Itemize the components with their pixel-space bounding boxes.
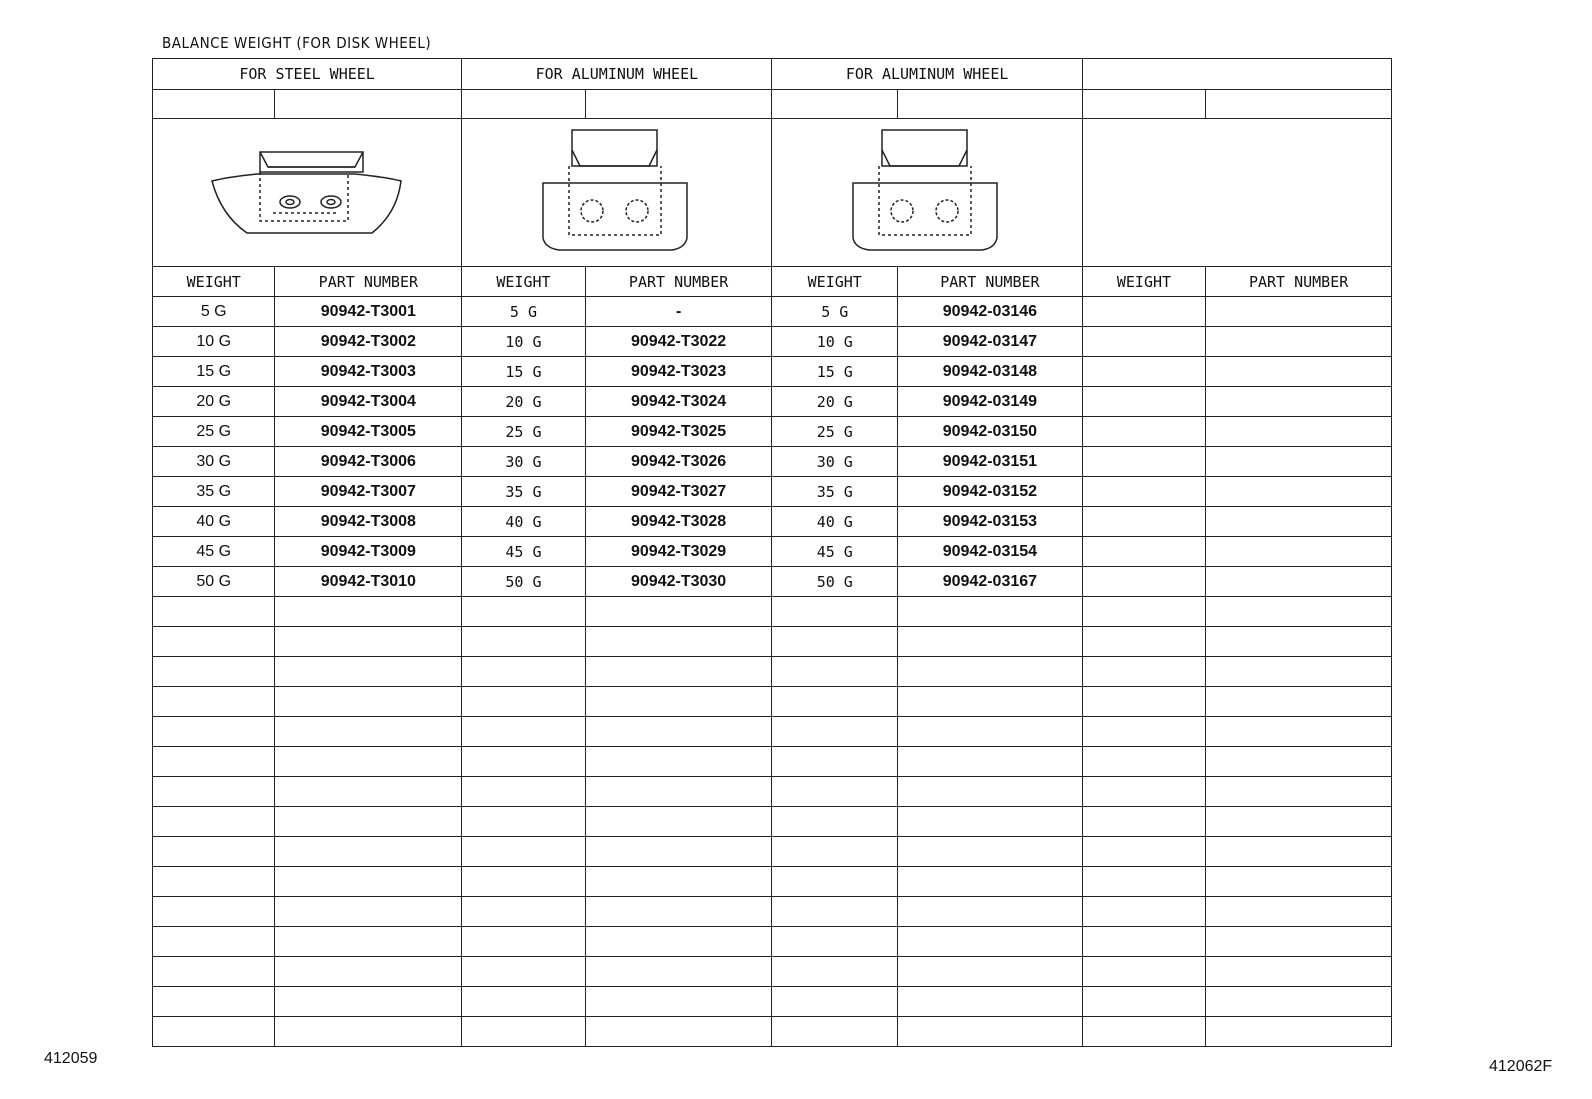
blank-cell xyxy=(898,1017,1083,1047)
blank-cell xyxy=(898,777,1083,807)
blank-cell xyxy=(1206,957,1392,987)
blank-cell xyxy=(1206,297,1392,327)
table-row xyxy=(153,387,1392,417)
blank-cell xyxy=(1206,387,1392,417)
blank-cell xyxy=(275,1017,462,1047)
blank-cell xyxy=(1082,357,1205,387)
alu1-weight-cell: 20 G xyxy=(462,387,585,417)
blank-cell xyxy=(275,807,462,837)
blank-cell xyxy=(153,90,275,119)
blank-cell xyxy=(585,777,772,807)
blank-cell xyxy=(153,837,275,867)
blank-cell xyxy=(462,837,585,867)
blank-cell xyxy=(585,867,772,897)
blank-cell xyxy=(1206,687,1392,717)
balance-weight-table xyxy=(152,58,1392,1047)
blank-cell xyxy=(462,627,585,657)
blank-cell xyxy=(1206,507,1392,537)
blank-cell xyxy=(153,657,275,687)
blank-cell xyxy=(1206,897,1392,927)
empty-row xyxy=(153,867,1392,897)
blank-cell xyxy=(1206,597,1392,627)
table-row xyxy=(153,327,1392,357)
blank-cell xyxy=(898,597,1083,627)
steel-part-number-cell: 90942-T3001 xyxy=(275,297,462,327)
table-row xyxy=(153,477,1392,507)
blank-cell xyxy=(585,747,772,777)
blank-cell xyxy=(153,987,275,1017)
alu2-part-number-cell: 90942-03153 xyxy=(898,507,1083,537)
group-header-aluminum-2: FOR ALUMINUM WHEEL xyxy=(772,59,1082,90)
blank-cell xyxy=(585,657,772,687)
steel-weight-cell: 15 G xyxy=(153,357,275,387)
blank-cell xyxy=(1082,777,1205,807)
blank-cell xyxy=(898,90,1083,119)
blank-cell xyxy=(772,1017,898,1047)
blank-cell xyxy=(153,747,275,777)
col-header-part-number: PART NUMBER xyxy=(275,267,462,297)
steel-part-number-cell: 90942-T3007 xyxy=(275,477,462,507)
steel-weight-cell: 45 G xyxy=(153,537,275,567)
steel-part-number-cell: 90942-T3009 xyxy=(275,537,462,567)
alu2-part-number-cell: 90942-03151 xyxy=(898,447,1083,477)
steel-part-number-cell: 90942-T3005 xyxy=(275,417,462,447)
blank-cell xyxy=(462,777,585,807)
blank-cell xyxy=(1082,627,1205,657)
steel-weight-cell: 10 G xyxy=(153,327,275,357)
blank-cell xyxy=(1082,747,1205,777)
blank-cell xyxy=(153,897,275,927)
alu2-weight-cell: 45 G xyxy=(772,537,898,567)
blank-cell xyxy=(153,597,275,627)
col-header-part-number: PART NUMBER xyxy=(1206,267,1392,297)
blank-cell xyxy=(275,897,462,927)
blank-cell xyxy=(462,987,585,1017)
alu2-weight-cell: 5 G xyxy=(772,297,898,327)
steel-part-number-cell: 90942-T3006 xyxy=(275,447,462,477)
blank-cell xyxy=(898,837,1083,867)
blank-cell xyxy=(898,657,1083,687)
blank-cell xyxy=(1206,567,1392,597)
blank-cell xyxy=(1206,747,1392,777)
blank-cell xyxy=(772,747,898,777)
blank-cell xyxy=(275,957,462,987)
aluminum-weight-illustration-2 xyxy=(772,119,1082,267)
blank-cell xyxy=(275,687,462,717)
steel-part-number-cell: 90942-T3003 xyxy=(275,357,462,387)
alu1-weight-cell: 50 G xyxy=(462,567,585,597)
col-header-part-number: PART NUMBER xyxy=(585,267,772,297)
blank-cell xyxy=(462,897,585,927)
table-row xyxy=(153,447,1392,477)
blank-cell xyxy=(275,90,462,119)
blank-cell xyxy=(898,957,1083,987)
document-title: BALANCE WEIGHT (FOR DISK WHEEL) xyxy=(162,34,432,52)
alu1-weight-cell: 15 G xyxy=(462,357,585,387)
col-header-weight: WEIGHT xyxy=(772,267,898,297)
blank-cell xyxy=(1206,627,1392,657)
blank-cell xyxy=(585,987,772,1017)
alu1-weight-cell: 25 G xyxy=(462,417,585,447)
blank-cell xyxy=(772,837,898,867)
blank-cell xyxy=(1206,987,1392,1017)
blank-cell xyxy=(898,747,1083,777)
alu2-part-number-cell: 90942-03152 xyxy=(898,477,1083,507)
blank-cell xyxy=(898,897,1083,927)
col-header-weight: WEIGHT xyxy=(462,267,585,297)
blank-cell xyxy=(585,807,772,837)
blank-cell xyxy=(772,657,898,687)
blank-cell xyxy=(275,627,462,657)
blank-cell xyxy=(1082,927,1205,957)
empty-row xyxy=(153,597,1392,627)
blank-cell xyxy=(1206,90,1392,119)
blank-cell xyxy=(1206,777,1392,807)
alu1-weight-cell: 40 G xyxy=(462,507,585,537)
blank-cell xyxy=(898,927,1083,957)
blank-cell xyxy=(585,90,772,119)
aluminum-weight-illustration-1 xyxy=(462,119,772,267)
blank-cell xyxy=(1082,687,1205,717)
blank-cell xyxy=(772,687,898,717)
empty-row xyxy=(153,627,1392,657)
alu2-weight-cell: 30 G xyxy=(772,447,898,477)
blank-cell xyxy=(462,867,585,897)
blank-cell xyxy=(275,657,462,687)
col-header-weight: WEIGHT xyxy=(153,267,275,297)
blank-cell xyxy=(772,597,898,627)
alu2-weight-cell: 35 G xyxy=(772,477,898,507)
blank-cell xyxy=(585,837,772,867)
empty-row xyxy=(153,897,1392,927)
blank-cell xyxy=(153,777,275,807)
blank-cell xyxy=(772,897,898,927)
alu2-part-number-cell: 90942-03149 xyxy=(898,387,1083,417)
empty-row xyxy=(153,987,1392,1017)
alu2-part-number-cell: 90942-03146 xyxy=(898,297,1083,327)
alu1-weight-cell: 35 G xyxy=(462,477,585,507)
alu2-weight-cell: 15 G xyxy=(772,357,898,387)
steel-part-number-cell: 90942-T3010 xyxy=(275,567,462,597)
blank-cell xyxy=(1082,297,1205,327)
blank-cell xyxy=(585,957,772,987)
empty-row xyxy=(153,837,1392,867)
empty-row xyxy=(153,927,1392,957)
blank-cell xyxy=(1206,717,1392,747)
footer-code-left: 412059 xyxy=(44,1050,98,1067)
blank-cell xyxy=(772,627,898,657)
blank-cell xyxy=(585,1017,772,1047)
alu1-part-number-cell: 90942-T3024 xyxy=(585,387,772,417)
steel-weight-cell: 5 G xyxy=(153,297,275,327)
blank-cell xyxy=(898,627,1083,657)
blank-cell xyxy=(1082,507,1205,537)
blank-cell xyxy=(1206,1017,1392,1047)
alu1-weight-cell: 45 G xyxy=(462,537,585,567)
alu2-part-number-cell: 90942-03147 xyxy=(898,327,1083,357)
blank-cell xyxy=(1206,447,1392,477)
blank-cell xyxy=(275,597,462,627)
blank-cell xyxy=(772,777,898,807)
blank-cell xyxy=(1206,657,1392,687)
blank-cell xyxy=(585,897,772,927)
alu1-weight-cell: 30 G xyxy=(462,447,585,477)
blank-cell xyxy=(772,957,898,987)
empty-row xyxy=(153,807,1392,837)
blank-cell xyxy=(153,687,275,717)
blank-cell xyxy=(462,657,585,687)
blank-cell xyxy=(1206,807,1392,837)
alu2-part-number-cell: 90942-03154 xyxy=(898,537,1083,567)
table-row xyxy=(153,567,1392,597)
blank-cell xyxy=(462,747,585,777)
alu2-weight-cell: 20 G xyxy=(772,387,898,417)
blank-cell xyxy=(772,90,898,119)
blank-cell xyxy=(1206,537,1392,567)
blank-cell xyxy=(1082,837,1205,867)
group-header-empty xyxy=(1082,59,1391,90)
alu2-part-number-cell: 90942-03148 xyxy=(898,357,1083,387)
empty-row xyxy=(153,747,1392,777)
blank-cell xyxy=(1082,90,1205,119)
blank-cell xyxy=(462,1017,585,1047)
blank-cell xyxy=(275,987,462,1017)
blank-cell xyxy=(462,90,585,119)
alu1-part-number-cell: 90942-T3027 xyxy=(585,477,772,507)
blank-cell xyxy=(1206,327,1392,357)
alu2-weight-cell: 25 G xyxy=(772,417,898,447)
blank-cell xyxy=(1082,957,1205,987)
blank-cell xyxy=(275,867,462,897)
blank-cell xyxy=(1206,837,1392,867)
blank-cell xyxy=(772,717,898,747)
alu1-weight-cell: 5 G xyxy=(462,297,585,327)
aluminum-wheel-weight-icon xyxy=(847,128,1007,258)
blank-cell xyxy=(1082,567,1205,597)
blank-cell xyxy=(772,807,898,837)
empty-row xyxy=(153,717,1392,747)
blank-cell xyxy=(585,927,772,957)
table-row xyxy=(153,357,1392,387)
blank-cell xyxy=(1082,657,1205,687)
blank-cell xyxy=(1082,807,1205,837)
blank-cell xyxy=(1206,357,1392,387)
alu2-part-number-cell: 90942-03150 xyxy=(898,417,1083,447)
blank-cell xyxy=(1082,897,1205,927)
blank-cell xyxy=(772,867,898,897)
alu1-part-number-cell: 90942-T3026 xyxy=(585,447,772,477)
blank-cell xyxy=(1082,447,1205,477)
steel-weight-cell: 20 G xyxy=(153,387,275,417)
blank-cell xyxy=(462,597,585,627)
steel-weight-illustration xyxy=(153,119,462,267)
blank-cell xyxy=(153,807,275,837)
blank-cell xyxy=(462,957,585,987)
alu1-part-number-cell: 90942-T3022 xyxy=(585,327,772,357)
blank-cell xyxy=(153,1017,275,1047)
blank-cell xyxy=(1082,477,1205,507)
blank-cell xyxy=(1206,927,1392,957)
blank-cell xyxy=(275,717,462,747)
blank-cell xyxy=(1082,327,1205,357)
blank-cell xyxy=(772,987,898,1017)
blank-cell xyxy=(585,687,772,717)
blank-cell xyxy=(1082,387,1205,417)
empty-illustration-cell xyxy=(1082,119,1391,267)
steel-weight-cell: 25 G xyxy=(153,417,275,447)
blank-cell xyxy=(275,747,462,777)
blank-cell xyxy=(1082,597,1205,627)
table-row xyxy=(153,297,1392,327)
blank-cell xyxy=(1082,417,1205,447)
blank-cell xyxy=(462,687,585,717)
group-header-steel: FOR STEEL WHEEL xyxy=(153,59,462,90)
blank-cell xyxy=(1082,537,1205,567)
blank-cell xyxy=(772,927,898,957)
blank-cell xyxy=(1206,417,1392,447)
steel-weight-cell: 30 G xyxy=(153,447,275,477)
alu2-weight-cell: 10 G xyxy=(772,327,898,357)
aluminum-wheel-weight-icon xyxy=(537,128,697,258)
empty-row xyxy=(153,687,1392,717)
blank-cell xyxy=(898,987,1083,1017)
blank-cell xyxy=(153,867,275,897)
blank-cell xyxy=(153,957,275,987)
empty-row xyxy=(153,957,1392,987)
alu2-part-number-cell: 90942-03167 xyxy=(898,567,1083,597)
empty-row xyxy=(153,657,1392,687)
blank-cell xyxy=(585,717,772,747)
blank-cell xyxy=(1082,987,1205,1017)
table-row xyxy=(153,507,1392,537)
alu1-part-number-cell: 90942-T3028 xyxy=(585,507,772,537)
blank-cell xyxy=(275,927,462,957)
steel-part-number-cell: 90942-T3004 xyxy=(275,387,462,417)
empty-row xyxy=(153,777,1392,807)
blank-cell xyxy=(153,717,275,747)
empty-row xyxy=(153,1017,1392,1047)
blank-cell xyxy=(1082,867,1205,897)
table-row xyxy=(153,417,1392,447)
footer-code-right: 412062F xyxy=(1489,1058,1553,1075)
steel-part-number-cell: 90942-T3002 xyxy=(275,327,462,357)
steel-part-number-cell: 90942-T3008 xyxy=(275,507,462,537)
blank-cell xyxy=(898,687,1083,717)
alu1-weight-cell: 10 G xyxy=(462,327,585,357)
blank-cell xyxy=(1206,477,1392,507)
alu2-weight-cell: 40 G xyxy=(772,507,898,537)
blank-cell xyxy=(275,777,462,807)
steel-wheel-weight-icon xyxy=(197,143,417,243)
blank-cell xyxy=(1082,717,1205,747)
alu1-part-number-cell: - xyxy=(585,297,772,327)
blank-cell xyxy=(275,837,462,867)
alu1-part-number-cell: 90942-T3023 xyxy=(585,357,772,387)
blank-cell xyxy=(1082,1017,1205,1047)
blank-cell xyxy=(153,627,275,657)
blank-cell xyxy=(462,927,585,957)
steel-weight-cell: 35 G xyxy=(153,477,275,507)
blank-cell xyxy=(898,807,1083,837)
blank-cell xyxy=(898,867,1083,897)
table-row xyxy=(153,537,1392,567)
blank-cell xyxy=(462,807,585,837)
blank-cell xyxy=(585,597,772,627)
alu2-weight-cell: 50 G xyxy=(772,567,898,597)
steel-weight-cell: 50 G xyxy=(153,567,275,597)
alu1-part-number-cell: 90942-T3025 xyxy=(585,417,772,447)
blank-cell xyxy=(153,927,275,957)
alu1-part-number-cell: 90942-T3029 xyxy=(585,537,772,567)
blank-cell xyxy=(585,627,772,657)
blank-cell xyxy=(898,717,1083,747)
blank-cell xyxy=(1206,867,1392,897)
steel-weight-cell: 40 G xyxy=(153,507,275,537)
group-header-aluminum-1: FOR ALUMINUM WHEEL xyxy=(462,59,772,90)
blank-cell xyxy=(462,717,585,747)
col-header-weight: WEIGHT xyxy=(1082,267,1205,297)
alu1-part-number-cell: 90942-T3030 xyxy=(585,567,772,597)
col-header-part-number: PART NUMBER xyxy=(898,267,1083,297)
